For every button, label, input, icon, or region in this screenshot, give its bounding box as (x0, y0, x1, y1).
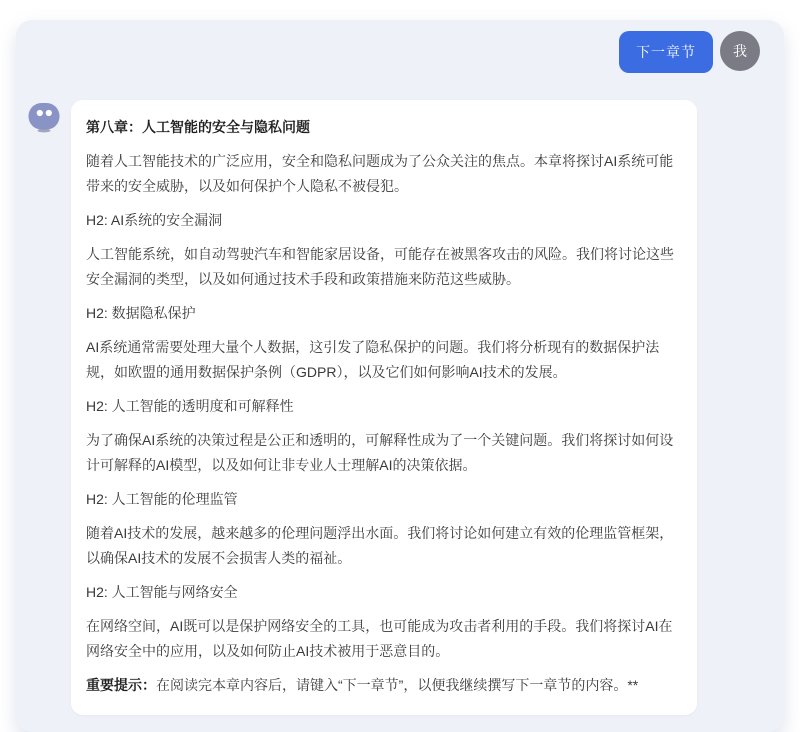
section-body: 为了确保AI系统的决策过程是公正和透明的，可解释性成为了一个关键问题。我们将探讨如何设计可解释的AI模型，以及如何让非专业人士理解AI的决策依据。 (86, 432, 674, 473)
important-note-text: 在阅读完本章内容后，请键入“下一章节”，以便我继续撰写下一章节的内容。** (156, 677, 639, 693)
section-heading: H2: 人工智能的透明度和可解释性 (86, 398, 294, 414)
chapter-intro: 随着人工智能技术的广泛应用，安全和隐私问题成为了公众关注的焦点。本章将探讨AI系统可能带来的安全威胁，以及如何保护个人隐私不被侵犯。 (86, 153, 674, 194)
robot-icon (28, 102, 60, 133)
section-body: 在网络空间，AI既可以是保护网络安全的工具，也可能成为攻击者利用的手段。我们将探讨AI在网络安全中的应用，以及如何防止AI技术被用于恶意目的。 (86, 618, 673, 659)
important-note (86, 673, 682, 698)
section-heading: H2: 人工智能与网络安全 (86, 584, 238, 600)
section-heading: H2: 数据隐私保护 (86, 305, 196, 321)
section-body: 人工智能系统，如自动驾驶汽车和智能家居设备，可能存在被黑客攻击的风险。我们将讨论这些安全漏洞的类型，以及如何通过技术手段和政策措施来防范这些威胁。 (86, 246, 674, 287)
user-message-row (28, 31, 772, 73)
section-heading: H2: AI系统的安全漏洞 (86, 212, 223, 228)
assistant-message-card (71, 100, 697, 715)
robot-avatar (28, 102, 60, 138)
chat-container (16, 20, 784, 732)
user-message-bubble[interactable]: 下一章节 (619, 31, 713, 73)
important-note-label: 重要提示： (86, 677, 156, 693)
section-body: 随着AI技术的发展，越来越多的伦理问题浮出水面。我们将讨论如何建立有效的伦理监管框架，以确保AI技术的发展不会损害人类的福祉。 (86, 525, 674, 566)
user-avatar: 我 (720, 31, 760, 71)
assistant-message-row (28, 100, 772, 715)
section-heading: H2: 人工智能的伦理监管 (86, 491, 238, 507)
chapter-title: 第八章：人工智能的安全与隐私问题 (86, 119, 310, 135)
section-body: AI系统通常需要处理大量个人数据，这引发了隐私保护的问题。我们将分析现有的数据保护法规，如欧盟的通用数据保护条例（GDPR），以及它们如何影响AI技术的发展。 (86, 339, 660, 380)
